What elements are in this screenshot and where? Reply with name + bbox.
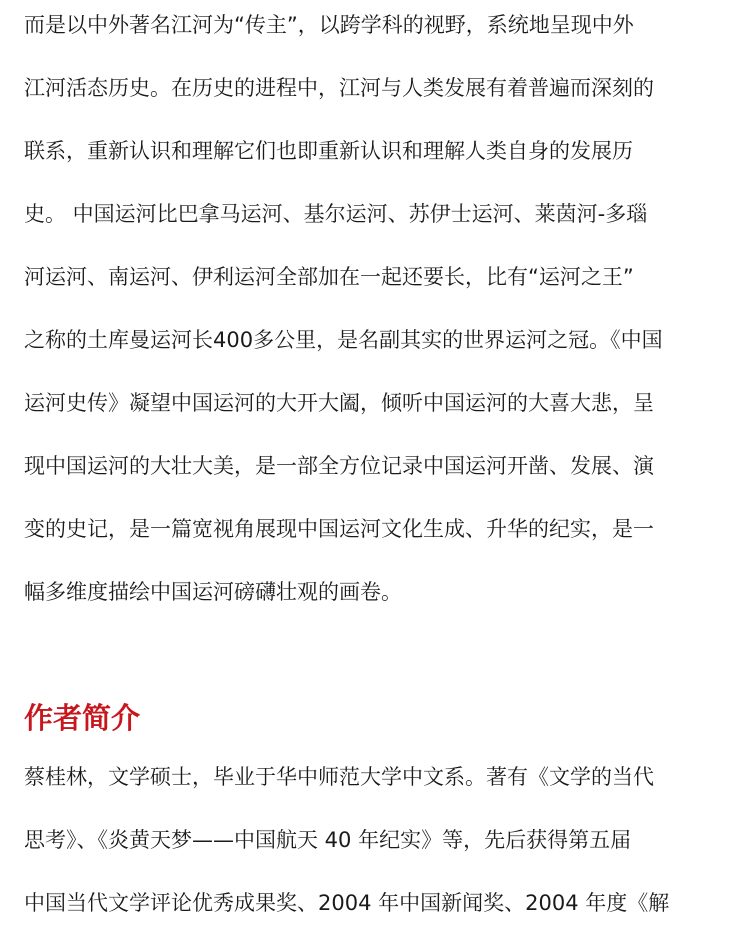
author-section-title: 作者简介 <box>24 701 141 735</box>
intro-line: 现中国运河的大壮大美，是一部全方位记录中国运河开凿、发展、演 <box>24 454 654 478</box>
author-line: 中国当代文学评论优秀成果奖、2004 年中国新闻奖、2004 年度《解 <box>24 891 670 915</box>
intro-line: 变的史记，是一篇宽视角展现中国运河文化生成、升华的纪实，是一 <box>24 517 654 541</box>
intro-line: 幅多维度描绘中国运河磅礴壮观的画卷。 <box>24 580 402 604</box>
intro-line: 联系，重新认识和理解它们也即重新认识和理解人类自身的发展历 <box>24 139 633 163</box>
intro-line: 江河活态历史。在历史的进程中，江河与人类发展有着普遍而深刻的 <box>24 76 654 100</box>
intro-line: 而是以中外著名江河为“传主”，以跨学科的视野，系统地呈现中外 <box>24 13 634 37</box>
author-line: 蔡桂林，文学硕士，毕业于华中师范大学中文系。著有《文学的当代 <box>24 765 654 789</box>
intro-line: 运河史传》凝望中国运河的大开大阖，倾听中国运河的大喜大悲，呈 <box>24 391 654 415</box>
intro-line: 史。 中国运河比巴拿马运河、基尔运河、苏伊士运河、莱茵河-多瑙 <box>24 202 648 226</box>
intro-line: 河运河、南运河、伊利运河全部加在一起还要长，比有“运河之王” <box>24 265 634 289</box>
author-bio-paragraph <box>24 746 714 935</box>
intro-line: 之称的土库曼运河长400多公里，是名副其实的世界运河之冠。《中国 <box>24 328 663 352</box>
book-intro-paragraph <box>24 0 663 624</box>
author-line: 思考》、《炎黄天梦——中国航天 40 年纪实》等，先后获得第五届 <box>24 828 632 852</box>
